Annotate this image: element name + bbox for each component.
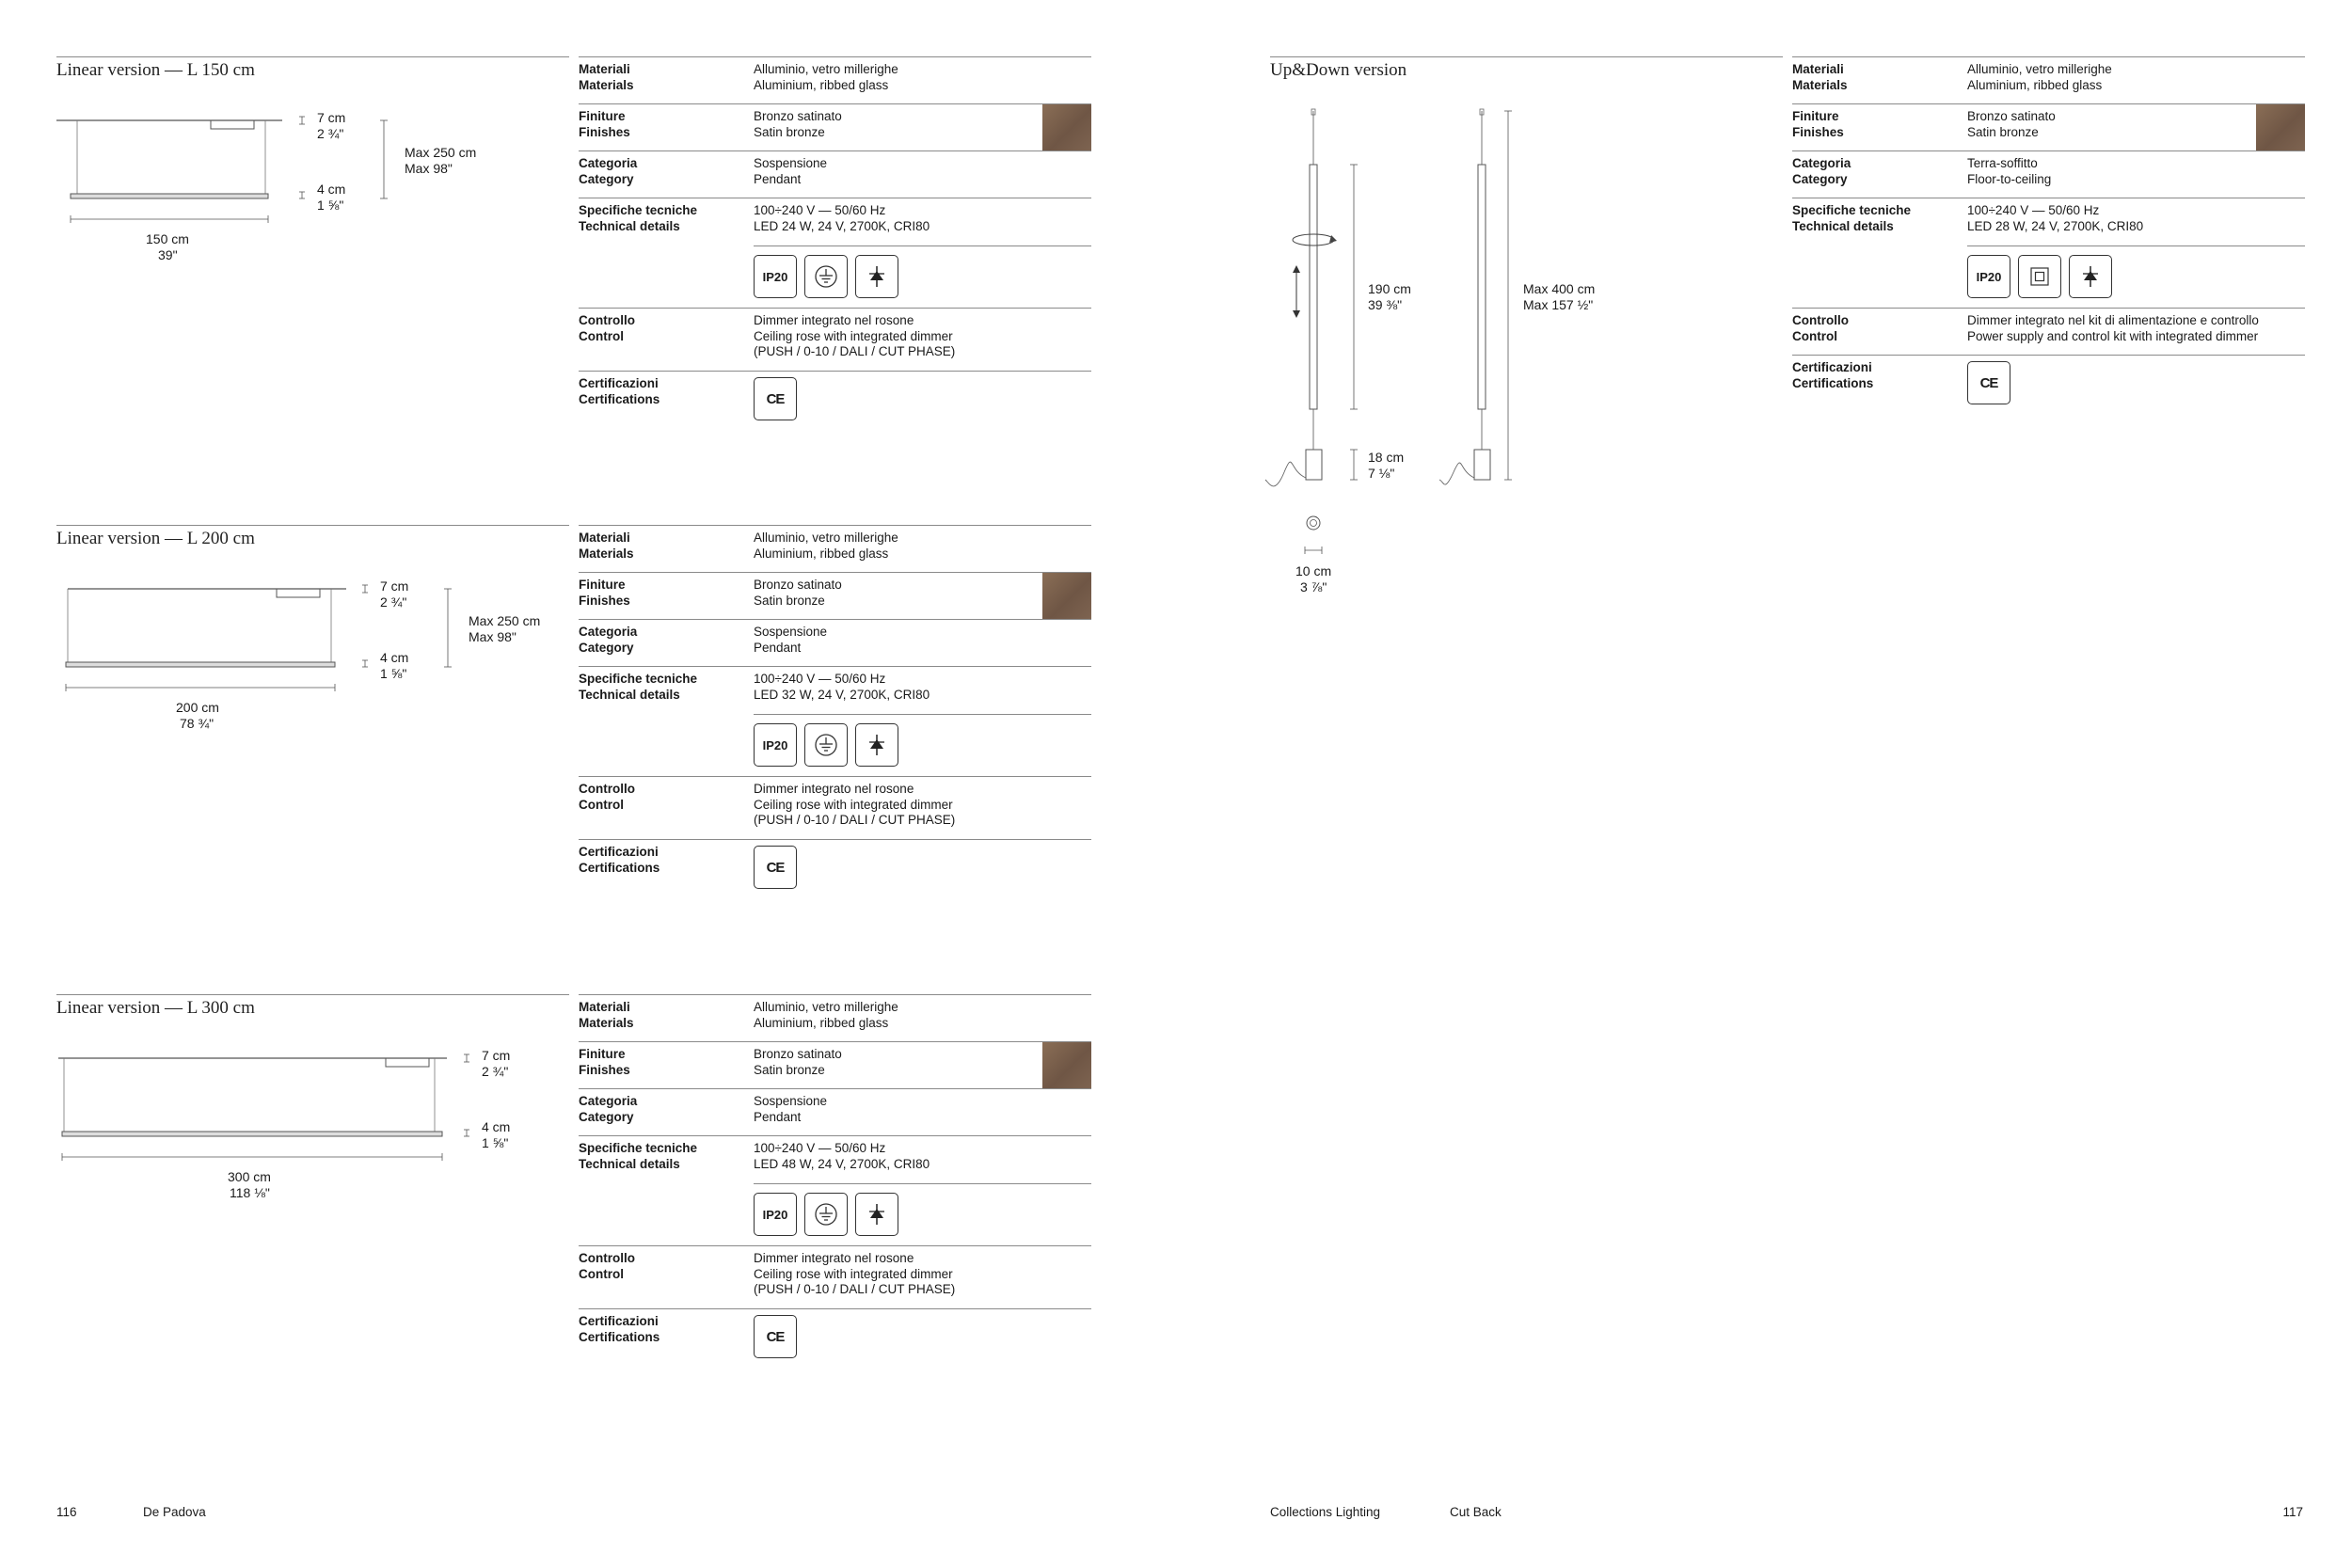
label-en: Category (579, 171, 634, 186)
label-en: Finishes (579, 124, 630, 139)
value-2: Satin bronze (1967, 124, 2039, 139)
label-it: Certificazioni (579, 376, 659, 390)
label-it: Controllo (1792, 313, 1849, 327)
dimmable-icon (855, 1193, 898, 1236)
label-en: Materials (579, 1015, 634, 1030)
spec-row-control (1792, 308, 2305, 356)
ce-mark-icon: CE (1967, 361, 2010, 404)
dimmable-icon (2069, 255, 2112, 298)
label-it: Controllo (579, 313, 635, 327)
spec-row-category (579, 619, 1091, 667)
label-en: Control (579, 797, 624, 812)
dim-max-cm: Max 250 cm (469, 613, 541, 628)
label-en: Control (1792, 328, 1837, 343)
spec-row-category (579, 150, 1091, 198)
label-it: Materiali (579, 62, 630, 76)
label-en: Materials (579, 546, 634, 561)
label-en: Technical details (579, 687, 680, 702)
label-en: Finishes (579, 593, 630, 608)
section-title: Linear version — L 200 cm (56, 529, 255, 548)
dim-bot-in: 1 ⅝" (317, 198, 344, 213)
label-it: Specifiche tecniche (579, 1141, 698, 1155)
ce-mark-icon: CE (754, 846, 797, 889)
label-it: Categoria (1792, 156, 1851, 170)
footer-collection: Collections Lighting (1270, 1505, 1381, 1519)
label-en: Certifications (579, 1329, 660, 1344)
ce-mark-icon: CE (754, 1315, 797, 1358)
value-2: LED 32 W, 24 V, 2700K, CRI80 (754, 687, 930, 702)
label-it: Specifiche tecniche (579, 672, 698, 686)
value-2: Power supply and control kit with integrated dimmer (1967, 328, 2259, 343)
value-1: 100÷240 V — 50/60 Hz (754, 672, 886, 686)
title-rule (56, 994, 569, 995)
value-1: Terra-soffitto (1967, 156, 2038, 170)
label-en: Category (579, 640, 634, 655)
label-it: Specifiche tecniche (579, 203, 698, 217)
value-2: Ceiling rose with integrated dimmer (754, 328, 953, 343)
class-1-earth-icon (804, 723, 848, 767)
dim-bot-cm: 4 cm (317, 182, 346, 197)
dim-bot-cm: 4 cm (380, 650, 409, 665)
label-en: Certifications (579, 860, 660, 875)
section-title: Linear version — L 150 cm (56, 60, 255, 80)
value-2: Ceiling rose with integrated dimmer (754, 797, 953, 812)
value-1: Bronzo satinato (754, 1047, 842, 1061)
footer-product: Cut Back (1450, 1505, 1502, 1519)
label-en: Finishes (1792, 124, 1844, 139)
label-en: Control (579, 328, 624, 343)
value-2: Pendant (754, 1109, 802, 1124)
value-2: LED 48 W, 24 V, 2700K, CRI80 (754, 1156, 930, 1171)
value-2: LED 24 W, 24 V, 2700K, CRI80 (754, 218, 930, 233)
value-1: Sospensione (754, 156, 828, 170)
label-en: Certifications (579, 391, 660, 406)
label-it: Categoria (579, 625, 638, 639)
label-en: Finishes (579, 1062, 630, 1077)
class-1-earth-icon (804, 1193, 848, 1236)
dimmable-icon (855, 723, 898, 767)
label-it: Certificazioni (579, 845, 659, 859)
dim-bot-cm: 4 cm (482, 1119, 511, 1134)
value-1: 100÷240 V — 50/60 Hz (754, 203, 886, 217)
linear-300-drawing (56, 1051, 489, 1211)
page-number-left: 116 (56, 1505, 77, 1519)
dim-top-cm: 7 cm (317, 110, 346, 125)
value-3: (PUSH / 0-10 / DALI / CUT PHASE) (754, 813, 956, 827)
value-1: Alluminio, vetro millerighe (1967, 62, 2112, 76)
value-2: Satin bronze (754, 124, 825, 139)
value-1: Bronzo satinato (1967, 109, 2056, 123)
value-2: Pendant (754, 171, 802, 186)
updown-drawing (1265, 103, 1623, 602)
spec-row-technical (1792, 198, 2305, 309)
ip20-icon: IP20 (754, 1193, 797, 1236)
label-it: Certificazioni (1792, 360, 1872, 374)
title-rule (56, 56, 569, 57)
label-it: Specifiche tecniche (1792, 203, 1912, 217)
dim-len-cm: 300 cm (228, 1169, 271, 1184)
spec-row-control (579, 1245, 1091, 1309)
value-1: Alluminio, vetro millerighe (754, 531, 898, 545)
spec-row-certifications (579, 839, 1091, 896)
dim-max-cm: Max 250 cm (405, 145, 477, 160)
spec-row-control (579, 776, 1091, 840)
dim-len-in: 118 ⅛" (230, 1185, 270, 1200)
spec-row-control (579, 308, 1091, 372)
spec-row-finishes (579, 103, 1091, 151)
dim-base-cm: 18 cm (1368, 450, 1405, 465)
dim-max-in: Max 157 ½" (1523, 297, 1594, 312)
value-1: Dimmer integrato nel rosone (754, 1251, 914, 1265)
dim-max-in: Max 98" (469, 629, 516, 644)
dim-bot-in: 1 ⅝" (380, 666, 407, 681)
spec-row-certifications (1792, 355, 2305, 412)
label-en: Control (579, 1266, 624, 1281)
label-en: Technical details (579, 1156, 680, 1171)
spec-row-technical (579, 1135, 1091, 1246)
value-1: Sospensione (754, 1094, 828, 1108)
section-title: Up&Down version (1270, 60, 1407, 80)
dim-bot-in: 1 ⅝" (482, 1135, 509, 1150)
value-2: Aluminium, ribbed glass (754, 1015, 889, 1030)
ip20-icon: IP20 (754, 723, 797, 767)
label-it: Materiali (1792, 62, 1844, 76)
dim-len-cm: 150 cm (146, 231, 189, 246)
dim-top-in: 2 ¾" (317, 126, 344, 141)
label-it: Controllo (579, 782, 635, 796)
value-2: Aluminium, ribbed glass (754, 77, 889, 92)
value-1: Sospensione (754, 625, 828, 639)
dim-len-in: 39" (158, 247, 178, 262)
spec-row-materials (579, 994, 1091, 1042)
finish-swatch (1042, 104, 1091, 151)
spec-row-certifications (579, 371, 1091, 428)
value-2: LED 28 W, 24 V, 2700K, CRI80 (1967, 218, 2144, 233)
spec-row-finishes (1792, 103, 2305, 151)
label-en: Materials (1792, 77, 1848, 92)
ce-mark-icon: CE (754, 377, 797, 420)
dim-body-in: 39 ⅜" (1368, 297, 1403, 312)
label-it: Controllo (579, 1251, 635, 1265)
value-2: Aluminium, ribbed glass (754, 546, 889, 561)
page-number-right: 117 (2282, 1505, 2303, 1519)
label-it: Materiali (579, 1000, 630, 1014)
label-en: Category (579, 1109, 634, 1124)
label-it: Certificazioni (579, 1314, 659, 1328)
spec-row-materials (579, 525, 1091, 573)
title-rule (56, 525, 569, 526)
dim-top-cm: 7 cm (380, 578, 409, 594)
value-1: Dimmer integrato nel kit di alimentazione e controllo (1967, 313, 2259, 327)
value-2: Satin bronze (754, 1062, 825, 1077)
dim-dia-cm: 10 cm (1295, 563, 1332, 578)
section-title: Linear version — L 300 cm (56, 998, 255, 1018)
spec-row-technical (579, 198, 1091, 309)
dimmable-icon (855, 255, 898, 298)
value-1: 100÷240 V — 50/60 Hz (754, 1141, 886, 1155)
dim-top-in: 2 ¾" (482, 1064, 509, 1079)
value-2: Aluminium, ribbed glass (1967, 77, 2103, 92)
spec-row-finishes (579, 572, 1091, 620)
value-1: Bronzo satinato (754, 578, 842, 592)
value-1: Alluminio, vetro millerighe (754, 1000, 898, 1014)
spec-row-materials (579, 56, 1091, 104)
label-it: Finiture (579, 578, 626, 592)
spec-row-category (1792, 150, 2305, 198)
value-2: Floor-to-ceiling (1967, 171, 2052, 186)
finish-swatch (2256, 104, 2305, 151)
label-en: Category (1792, 171, 1848, 186)
title-rule (1270, 56, 1783, 57)
dim-top-in: 2 ¾" (380, 594, 407, 610)
dim-base-in: 7 ⅛" (1368, 466, 1395, 481)
dim-body-cm: 190 cm (1368, 281, 1411, 296)
value-2: Ceiling rose with integrated dimmer (754, 1266, 953, 1281)
finish-swatch (1042, 1042, 1091, 1089)
label-en: Technical details (1792, 218, 1894, 233)
spec-row-category (579, 1088, 1091, 1136)
footer-brand: De Padova (143, 1505, 206, 1519)
ip20-icon: IP20 (1967, 255, 2010, 298)
class-2-double-insulation-icon (2018, 255, 2061, 298)
label-it: Finiture (579, 109, 626, 123)
value-2: Satin bronze (754, 593, 825, 608)
class-1-earth-icon (804, 255, 848, 298)
ip20-icon: IP20 (754, 255, 797, 298)
dim-dia-in: 3 ⅞" (1300, 579, 1327, 594)
label-en: Technical details (579, 218, 680, 233)
spec-row-finishes (579, 1041, 1091, 1089)
value-1: Alluminio, vetro millerighe (754, 62, 898, 76)
label-en: Materials (579, 77, 634, 92)
value-1: Dimmer integrato nel rosone (754, 313, 914, 327)
label-it: Materiali (579, 531, 630, 545)
value-2: Pendant (754, 640, 802, 655)
finish-swatch (1042, 573, 1091, 620)
spec-row-certifications (579, 1308, 1091, 1366)
dim-top-cm: 7 cm (482, 1048, 511, 1063)
dim-max-cm: Max 400 cm (1523, 281, 1596, 296)
label-en: Certifications (1792, 375, 1874, 390)
label-it: Finiture (1792, 109, 1839, 123)
value-3: (PUSH / 0-10 / DALI / CUT PHASE) (754, 344, 956, 358)
label-it: Categoria (579, 1094, 638, 1108)
value-1: 100÷240 V — 50/60 Hz (1967, 203, 2100, 217)
dim-max-in: Max 98" (405, 161, 453, 176)
label-it: Finiture (579, 1047, 626, 1061)
dim-len-in: 78 ¾" (180, 716, 215, 731)
label-it: Categoria (579, 156, 638, 170)
spec-row-technical (579, 666, 1091, 777)
value-1: Bronzo satinato (754, 109, 842, 123)
value-3: (PUSH / 0-10 / DALI / CUT PHASE) (754, 1282, 956, 1296)
value-1: Dimmer integrato nel rosone (754, 782, 914, 796)
spec-row-materials (1792, 56, 2305, 104)
dim-len-cm: 200 cm (176, 700, 219, 715)
